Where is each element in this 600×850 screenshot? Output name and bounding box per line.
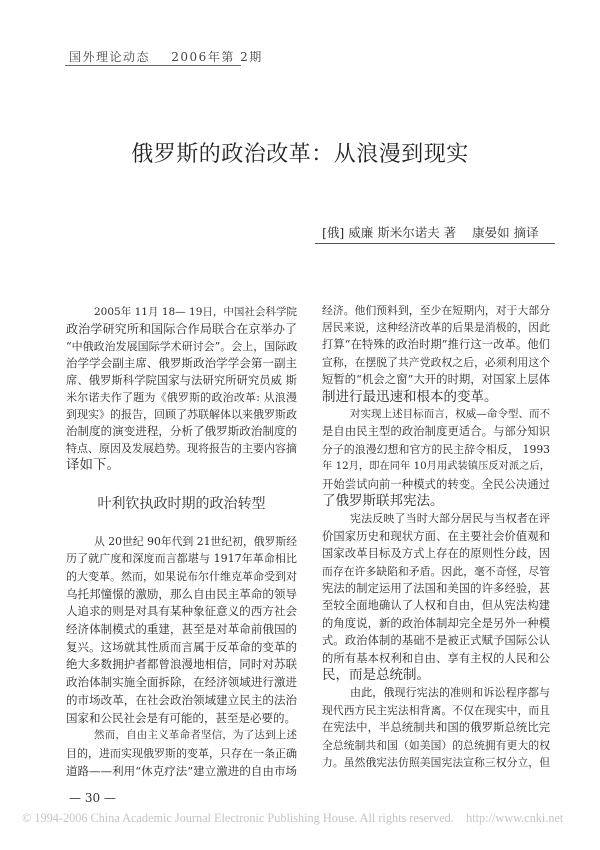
paragraph-line: 对实现上述目标而言，权威—命令型、而不 [350,407,550,420]
paragraph-line: 译如下。 [66,457,120,474]
paragraph-line: 分子的浪漫幻想和官方的民主辞令相反， 1993 [322,442,550,456]
paragraph-line: 宪法反映了当时大部分居民与当权者在评 [350,512,550,526]
paragraph-line: 全总统制共和国（如美国）的总统拥有更大的权 [322,738,550,752]
paragraph-line: 国家和公民社会是有可能的，甚至是必要的。 [66,710,296,725]
running-header [69,48,263,65]
paragraph-line: 国家改革目标及方式上存在的原则性分歧，因 [322,547,550,561]
paragraph-line: 经济体制模式的重建，甚至是对革命前俄国的 [66,622,297,636]
paragraph-line: 目的，进而实现俄罗斯的变革，只存在一条正确 [66,746,297,760]
paragraph-line: 民，而是总统制。 [322,666,430,683]
paragraph-line: 宣称，在摆脱了共产党政权之后，必须利用这个 [322,355,550,369]
paragraph-line: 乌托邦憧憬的激励，那么自由民主革命的领导 [66,586,297,601]
paragraph-line: 式。政治体制的基础不是被正式赋予国际公认 [322,634,550,648]
paragraph-line: 制进行最迅速和根本的变革。 [322,388,498,405]
copyright-notice: © 1994-2006 China Academic Journal Electronic Publishing House. All rights reserved. http://www.cnki.net [22,811,564,825]
paragraph-line: 开始尝试向前一种模式的转变。全民公决通过 [322,477,550,491]
paragraph-line: “中俄政治发展国际学术研讨会”。会上，国际政 [66,339,298,353]
paragraph-line: 由此，俄现行宪法的准则和诉讼程序都与 [350,686,550,700]
paragraph-line: 道路——利用“休克疗法”建立激进的自由市场 [66,763,297,778]
header-rule [65,65,241,66]
paragraph-line: 的大变革。然而，如果说布尔什维克革命受到对 [66,569,297,583]
paragraph-line: 复兴。这场就其性质而言属于反革命的变革的 [66,639,297,654]
paragraph-line: 的角度说，新的政治体制却完全是另外一种模 [322,616,550,630]
paragraph-line: 历了就广度和深度而言都堪与 1917年革命相比 [66,552,297,566]
journal-name: 国外理论动态 [69,50,151,64]
paragraph-line: 了俄罗斯联邦宪法。 [322,492,444,509]
author: [俄] 威廉 斯米尔诺夫 著 [322,225,457,240]
paragraph-line: 政治学研究所和国际合作局联合在京举办了 [66,321,297,336]
paragraph-line: 米尔诺夫作了题为《俄罗斯的政治改革: 从浪漫 [66,391,297,404]
paragraph-line: 到现实》的报告，回顾了苏联解体以来俄罗斯政 [66,408,297,422]
paragraph-line: 然而，自由主义革命者坚信，为了达到上述 [94,729,297,742]
paragraph-line: 2005年 11月 18— 19日，中国社会科学院 [94,305,297,318]
paragraph-line: 价国家历史和现状方面、在主要社会价值观和 [322,529,550,543]
paragraph-line: 从 20世纪 90年代到 21世纪初，俄罗斯经 [94,534,297,548]
paragraph-line: 居民来说，这种经济改革的后果是消极的，因此 [322,320,550,334]
paragraph-line: 力。虽然俄宪法仿照美国宪法宣称三权分立，但 [322,755,550,769]
paragraph-line: 的所有基本权利和自由、享有主权的人民和公 [322,651,550,665]
paragraph-line: 至较全面地确认了人权和自由，但从宪法构建 [322,599,550,613]
page-number: — 30 — [69,791,116,805]
paragraph-line: 打算“在特殊的政治时期”推行这一改革。他们 [322,338,550,352]
paragraph-line: 现代西方民主宪法相背离。不仅在现实中，而且 [322,703,550,717]
paragraph-line: 短暂的“机会之窗”大开的时期，对国家上层体 [322,373,550,387]
paragraph-line: 绝大多数拥护者都曾浪漫地相信，同时对苏联 [66,657,297,672]
paragraph-line: 经济。他们预料到，至少在短期内，对于大部分 [322,303,550,317]
paragraph-line: 年 12月，即在同年 10月用武装镇压反对派之后， [322,460,550,473]
paragraph-line: 的市场改革，在社会政治领域建立民主的法治 [66,692,297,707]
byline [322,223,539,241]
translator: 康晏如 摘译 [472,225,539,240]
paragraph-line: 治制度的演变进程，分析了俄罗斯政治制度的 [66,424,297,439]
paragraph-line: 席、俄罗斯科学院国家与法研究所研究员威 斯 [66,373,297,387]
paragraph-line: 人追求的则是对具有某种象征意义的西方社会 [66,604,297,619]
article-title: 俄罗斯的政治改革：从浪漫到现实 [131,142,469,167]
paragraph-line: 是自由民主型的政治制度更适合。与部分知识 [322,425,550,439]
paragraph-line: 宪法的制定运用了法国和美国的许多经验，甚 [322,581,550,595]
paragraph-line: 特点、原因及发展趋势。现将报告的主要内容摘 [66,442,297,456]
paragraph-line: 政治体制实施全面拆除，在经济领域进行激进 [66,675,297,690]
paragraph-line: 在宪法中，半总统制共和国的俄罗斯总统比完 [322,721,550,735]
issue-label: 2006年第 2期 [171,50,263,64]
paragraph-line: 而存在许多缺陷和矛盾。因此，毫不奇怪，尽管 [322,564,550,578]
paragraph-line: 治学学会副主席、俄罗斯政治学学会第一副主 [66,355,297,370]
byline-rule [315,243,555,244]
section-heading: 叶利钦执政时期的政治转型 [97,496,266,512]
